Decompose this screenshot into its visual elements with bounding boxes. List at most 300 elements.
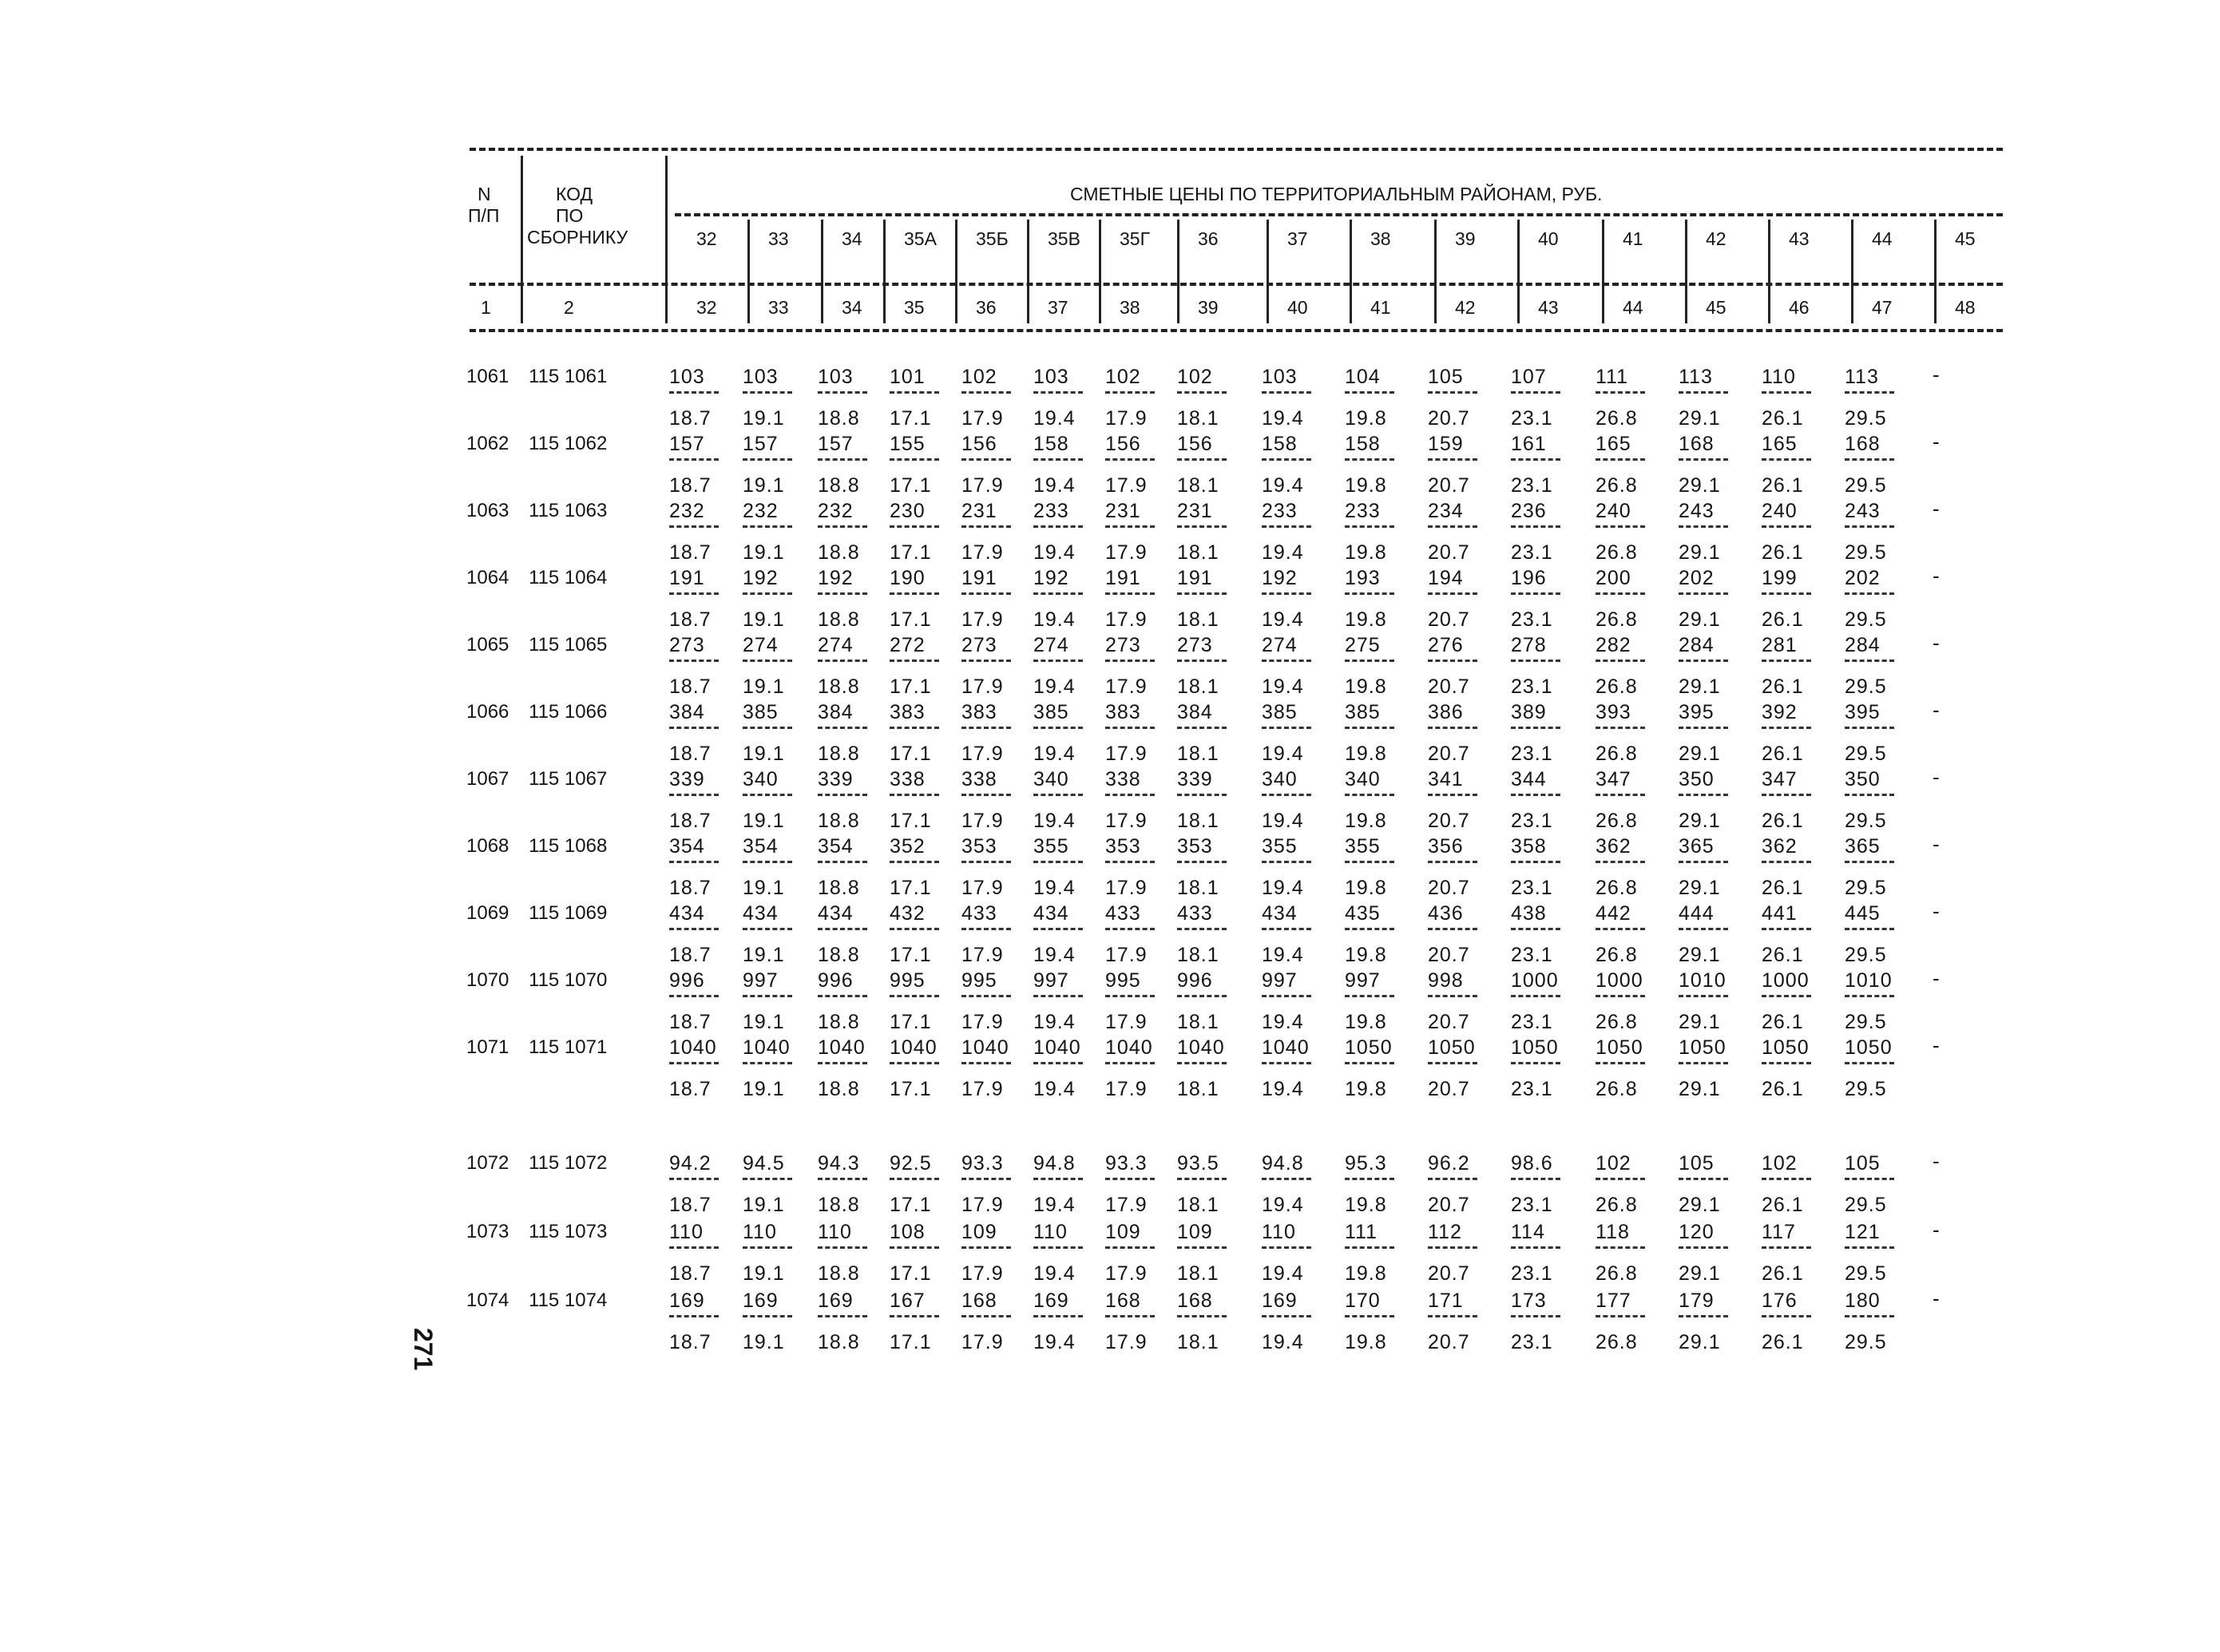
coefficient-value: 17.1 xyxy=(890,1078,932,1100)
price-value: 353 xyxy=(961,835,997,858)
price-value: 273 xyxy=(1105,634,1141,656)
price-value: 233 xyxy=(1345,500,1381,522)
column-number: 41 xyxy=(1370,297,1391,318)
fraction-line xyxy=(1345,1062,1394,1064)
fraction-line xyxy=(743,458,792,461)
price-value: 365 xyxy=(1845,835,1881,858)
price-value: 234 xyxy=(1428,500,1464,522)
fraction-line xyxy=(1345,727,1394,729)
row-number: 1072 xyxy=(466,1152,509,1174)
col-number-2: 2 xyxy=(564,297,574,318)
district-header-40: 40 xyxy=(1538,228,1559,249)
coefficient-value: 19.4 xyxy=(1262,675,1304,698)
district-divider xyxy=(1934,220,1937,323)
coefficient-value: 17.9 xyxy=(1105,1331,1148,1353)
coefficient-value: 18.1 xyxy=(1177,675,1219,698)
fraction-line xyxy=(1511,1062,1560,1064)
fraction-line xyxy=(1762,391,1811,394)
coefficient-value: 20.7 xyxy=(1428,1331,1470,1353)
price-value: 114 xyxy=(1511,1221,1545,1243)
fraction-line xyxy=(890,525,939,528)
coefficient-value: 23.1 xyxy=(1511,1262,1553,1285)
coefficient-value: 26.8 xyxy=(1596,1262,1638,1285)
fraction-line xyxy=(1762,1062,1811,1064)
fraction-line xyxy=(961,1178,1011,1180)
price-value: 93.3 xyxy=(961,1152,1004,1175)
row-code: 115 1065 xyxy=(529,634,608,656)
coefficient-value: 20.7 xyxy=(1428,1078,1470,1100)
fraction-line xyxy=(1177,1315,1227,1317)
fraction-line xyxy=(961,525,1011,528)
coefficient-value: 26.1 xyxy=(1762,810,1804,832)
fraction-line xyxy=(1845,1315,1894,1317)
coefficient-value: 18.1 xyxy=(1177,1331,1219,1353)
price-value: 1040 xyxy=(1033,1036,1081,1059)
price-value: 282 xyxy=(1596,634,1631,656)
coefficient-value: 17.1 xyxy=(890,944,932,966)
fraction-line xyxy=(1596,592,1645,595)
fraction-line xyxy=(890,1062,939,1064)
coefficient-value: 18.7 xyxy=(669,541,712,564)
coefficient-value: 17.1 xyxy=(890,1011,932,1033)
coefficient-value: 19.1 xyxy=(743,877,785,899)
fraction-line xyxy=(1511,794,1560,796)
fraction-line xyxy=(1262,660,1311,662)
column-number: 38 xyxy=(1120,297,1140,318)
fraction-line xyxy=(1845,794,1894,796)
fraction-line xyxy=(1033,458,1083,461)
price-value: 1040 xyxy=(1262,1036,1310,1059)
fraction-line xyxy=(961,995,1011,997)
row-code: 115 1063 xyxy=(529,500,608,521)
coefficient-value: 19.8 xyxy=(1345,407,1387,430)
coefficient-value: 23.1 xyxy=(1511,810,1553,832)
price-value: 96.2 xyxy=(1428,1152,1470,1175)
empty-dash: - xyxy=(1933,698,1940,722)
district-header-35В: 35В xyxy=(1048,228,1080,249)
coefficient-value: 18.7 xyxy=(669,1078,712,1100)
coefficient-value: 19.8 xyxy=(1345,541,1387,564)
fraction-line xyxy=(961,1315,1011,1317)
price-value: 339 xyxy=(1177,768,1213,790)
fraction-line xyxy=(818,995,867,997)
price-value: 995 xyxy=(1105,969,1141,992)
coefficient-value: 17.9 xyxy=(961,474,1004,497)
coefficient-value: 29.1 xyxy=(1679,810,1721,832)
coefficient-value: 23.1 xyxy=(1511,608,1553,631)
district-header-39: 39 xyxy=(1455,228,1476,249)
price-value: 169 xyxy=(669,1290,705,1312)
coefficient-value: 23.1 xyxy=(1511,541,1553,564)
coefficient-value: 19.8 xyxy=(1345,608,1387,631)
coefficient-value: 19.4 xyxy=(1262,1011,1304,1033)
fraction-line xyxy=(818,660,867,662)
price-value: 434 xyxy=(743,902,779,925)
fraction-line xyxy=(1845,727,1894,729)
row-code: 115 1062 xyxy=(529,433,608,454)
coefficient-value: 20.7 xyxy=(1428,474,1470,497)
coefficient-value: 26.8 xyxy=(1596,1331,1638,1353)
price-value: 103 xyxy=(818,366,854,388)
district-rule xyxy=(675,213,2003,216)
fraction-line xyxy=(1679,592,1728,595)
price-value: 168 xyxy=(1177,1290,1213,1312)
fraction-line xyxy=(1262,1178,1311,1180)
fraction-line xyxy=(1679,660,1728,662)
district-divider xyxy=(1434,220,1437,323)
price-value: 436 xyxy=(1428,902,1464,925)
coefficient-value: 19.4 xyxy=(1262,944,1304,966)
coefficient-value: 17.9 xyxy=(1105,541,1148,564)
price-value: 103 xyxy=(1033,366,1069,388)
fraction-line xyxy=(1345,1178,1394,1180)
fraction-line xyxy=(890,727,939,729)
coefficient-value: 19.1 xyxy=(743,541,785,564)
fraction-line xyxy=(669,592,719,595)
coefficient-value: 23.1 xyxy=(1511,877,1553,899)
fraction-line xyxy=(743,1246,792,1249)
coefficient-value: 17.9 xyxy=(961,541,1004,564)
fraction-line xyxy=(743,592,792,595)
fraction-line xyxy=(669,995,719,997)
price-value: 232 xyxy=(669,500,705,522)
price-value: 347 xyxy=(1762,768,1798,790)
price-value: 109 xyxy=(961,1221,997,1243)
district-header-45: 45 xyxy=(1955,228,1976,249)
fraction-line xyxy=(890,1246,939,1249)
district-header-38: 38 xyxy=(1370,228,1391,249)
row-code: 115 1073 xyxy=(529,1221,608,1242)
price-value: 354 xyxy=(669,835,705,858)
fraction-line xyxy=(890,995,939,997)
fraction-line xyxy=(1033,1062,1083,1064)
price-value: 156 xyxy=(1177,433,1213,455)
district-header-36: 36 xyxy=(1198,228,1219,249)
coefficient-value: 29.5 xyxy=(1845,944,1887,966)
coefficient-value: 29.1 xyxy=(1679,877,1721,899)
coefficient-value: 19.4 xyxy=(1262,1078,1304,1100)
coefficient-value: 19.8 xyxy=(1345,877,1387,899)
fraction-line xyxy=(669,928,719,930)
fraction-line xyxy=(1762,458,1811,461)
fraction-line xyxy=(961,1062,1011,1064)
fraction-line xyxy=(1679,1062,1728,1064)
fraction-line xyxy=(1262,928,1311,930)
coefficient-value: 18.1 xyxy=(1177,608,1219,631)
coefficient-value: 20.7 xyxy=(1428,944,1470,966)
coefficient-value: 19.8 xyxy=(1345,944,1387,966)
coefficient-value: 18.7 xyxy=(669,1011,712,1033)
fraction-line xyxy=(818,727,867,729)
district-header-34: 34 xyxy=(842,228,862,249)
empty-dash: - xyxy=(1933,765,1940,789)
price-value: 118 xyxy=(1596,1221,1630,1243)
price-value: 284 xyxy=(1679,634,1715,656)
price-value: 384 xyxy=(818,701,854,723)
fraction-line xyxy=(743,660,792,662)
fraction-line xyxy=(1845,1062,1894,1064)
fraction-line xyxy=(1033,928,1083,930)
column-number: 34 xyxy=(842,297,862,318)
price-value: 156 xyxy=(1105,433,1141,455)
district-divider xyxy=(747,220,750,323)
fraction-line xyxy=(1762,1315,1811,1317)
coefficient-value: 19.1 xyxy=(743,1331,785,1353)
fraction-line xyxy=(669,391,719,394)
district-divider xyxy=(1851,220,1853,323)
coefficient-value: 17.1 xyxy=(890,743,932,765)
fraction-line xyxy=(1105,660,1155,662)
coefficient-value: 29.5 xyxy=(1845,743,1887,765)
coefficient-value: 19.8 xyxy=(1345,1194,1387,1216)
coefficient-value: 19.1 xyxy=(743,407,785,430)
coefficient-value: 20.7 xyxy=(1428,1262,1470,1285)
coefficient-value: 19.4 xyxy=(1033,407,1076,430)
coefficient-value: 17.9 xyxy=(1105,1078,1148,1100)
fraction-line xyxy=(1845,928,1894,930)
coefficient-value: 26.1 xyxy=(1762,608,1804,631)
fraction-line xyxy=(961,861,1011,863)
district-header-41: 41 xyxy=(1623,228,1643,249)
price-value: 233 xyxy=(1262,500,1298,522)
fraction-line xyxy=(1511,1178,1560,1180)
empty-dash: - xyxy=(1933,1218,1940,1242)
fraction-line xyxy=(1033,525,1083,528)
fraction-line xyxy=(890,928,939,930)
price-value: 442 xyxy=(1596,902,1631,925)
coefficient-value: 19.1 xyxy=(743,1194,785,1216)
price-value: 355 xyxy=(1262,835,1298,858)
coefficient-value: 26.1 xyxy=(1762,877,1804,899)
fraction-line xyxy=(1428,1062,1477,1064)
price-value: 383 xyxy=(890,701,926,723)
fraction-line xyxy=(1033,861,1083,863)
price-value: 240 xyxy=(1596,500,1631,522)
fraction-line xyxy=(818,458,867,461)
price-value: 202 xyxy=(1845,567,1881,589)
column-number: 43 xyxy=(1538,297,1559,318)
fraction-line xyxy=(1105,1246,1155,1249)
fraction-line xyxy=(1177,995,1227,997)
fraction-line xyxy=(1345,458,1394,461)
fraction-line xyxy=(743,861,792,863)
price-value: 176 xyxy=(1762,1290,1798,1312)
fraction-line xyxy=(890,391,939,394)
district-divider xyxy=(1602,220,1604,323)
coefficient-value: 19.1 xyxy=(743,675,785,698)
fraction-line xyxy=(818,592,867,595)
coefficient-value: 19.1 xyxy=(743,1262,785,1285)
price-value: 383 xyxy=(961,701,997,723)
coefficient-value: 23.1 xyxy=(1511,407,1553,430)
coefficient-value: 19.4 xyxy=(1033,1194,1076,1216)
price-value: 191 xyxy=(1177,567,1213,589)
fraction-line xyxy=(890,1178,939,1180)
coefficient-value: 29.5 xyxy=(1845,407,1887,430)
price-value: 393 xyxy=(1596,701,1631,723)
price-value: 202 xyxy=(1679,567,1715,589)
fraction-line xyxy=(743,995,792,997)
fraction-line xyxy=(1177,727,1227,729)
fraction-line xyxy=(1105,592,1155,595)
fraction-line xyxy=(1596,1062,1645,1064)
district-divider xyxy=(1267,220,1269,323)
price-value: 1050 xyxy=(1428,1036,1476,1059)
price-value: 356 xyxy=(1428,835,1464,858)
district-divider xyxy=(1027,220,1029,323)
coefficient-value: 17.9 xyxy=(961,675,1004,698)
column-number: 40 xyxy=(1287,297,1308,318)
col-number-1: 1 xyxy=(481,297,491,318)
price-value: 102 xyxy=(961,366,997,388)
district-divider xyxy=(955,220,957,323)
row-number: 1074 xyxy=(466,1290,509,1311)
coefficient-value: 26.1 xyxy=(1762,1194,1804,1216)
coefficient-value: 18.8 xyxy=(818,810,860,832)
price-value: 284 xyxy=(1845,634,1881,656)
coefficient-value: 17.1 xyxy=(890,877,932,899)
coefficient-value: 29.5 xyxy=(1845,877,1887,899)
colnum-rule xyxy=(470,283,2003,286)
district-header-42: 42 xyxy=(1706,228,1726,249)
price-value: 169 xyxy=(1033,1290,1069,1312)
coefficient-value: 29.1 xyxy=(1679,474,1721,497)
fraction-line xyxy=(1845,660,1894,662)
price-value: 92.5 xyxy=(890,1152,932,1175)
price-value: 1040 xyxy=(669,1036,717,1059)
coefficient-value: 23.1 xyxy=(1511,1194,1553,1216)
coefficient-value: 26.8 xyxy=(1596,743,1638,765)
price-value: 433 xyxy=(1177,902,1213,925)
fraction-line xyxy=(890,592,939,595)
price-value: 340 xyxy=(743,768,779,790)
row-code: 115 1066 xyxy=(529,701,608,723)
price-value: 110 xyxy=(669,1221,704,1243)
coefficient-value: 17.1 xyxy=(890,541,932,564)
price-value: 1010 xyxy=(1845,969,1893,992)
price-value: 173 xyxy=(1511,1290,1547,1312)
fraction-line xyxy=(1511,1315,1560,1317)
fraction-line xyxy=(818,1246,867,1249)
fraction-line xyxy=(1345,391,1394,394)
price-value: 102 xyxy=(1177,366,1213,388)
fraction-line xyxy=(1428,1246,1477,1249)
coefficient-value: 26.1 xyxy=(1762,407,1804,430)
district-divider xyxy=(883,220,886,323)
price-value: 109 xyxy=(1105,1221,1141,1243)
price-value: 113 xyxy=(1679,366,1713,388)
price-value: 167 xyxy=(890,1290,926,1312)
fraction-line xyxy=(669,1246,719,1249)
fraction-line xyxy=(1845,861,1894,863)
price-value: 392 xyxy=(1762,701,1798,723)
coefficient-value: 18.7 xyxy=(669,810,712,832)
coefficient-value: 26.8 xyxy=(1596,675,1638,698)
price-value: 94.3 xyxy=(818,1152,860,1175)
coefficient-value: 20.7 xyxy=(1428,541,1470,564)
price-value: 344 xyxy=(1511,768,1547,790)
fraction-line xyxy=(1177,794,1227,796)
fraction-line xyxy=(890,660,939,662)
price-value: 157 xyxy=(743,433,779,455)
price-value: 102 xyxy=(1105,366,1141,388)
header-title: СМЕТНЫЕ ЦЕНЫ ПО ТЕРРИТОРИАЛЬНЫМ РАЙОНАМ, РУБ. xyxy=(1070,184,1603,204)
coefficient-value: 29.5 xyxy=(1845,474,1887,497)
district-divider xyxy=(1099,220,1101,323)
price-value: 111 xyxy=(1345,1221,1378,1243)
price-value: 274 xyxy=(1262,634,1298,656)
fraction-line xyxy=(1033,727,1083,729)
row-number: 1071 xyxy=(466,1036,509,1058)
coefficient-value: 17.9 xyxy=(1105,407,1148,430)
coefficient-value: 18.8 xyxy=(818,1011,860,1033)
price-value: 102 xyxy=(1762,1152,1798,1175)
fraction-line xyxy=(1262,592,1311,595)
coefficient-value: 29.1 xyxy=(1679,1331,1721,1353)
coefficient-value: 29.5 xyxy=(1845,675,1887,698)
coefficient-value: 19.4 xyxy=(1262,1331,1304,1353)
row-code: 115 1069 xyxy=(529,902,608,924)
price-value: 385 xyxy=(1262,701,1298,723)
price-value: 281 xyxy=(1762,634,1798,656)
coefficient-value: 17.1 xyxy=(890,1262,932,1285)
coefficient-value: 26.1 xyxy=(1762,944,1804,966)
price-value: 168 xyxy=(961,1290,997,1312)
row-code: 115 1074 xyxy=(529,1290,608,1311)
fraction-line xyxy=(669,525,719,528)
coefficient-value: 26.8 xyxy=(1596,1078,1638,1100)
price-value: 233 xyxy=(1033,500,1069,522)
fraction-line xyxy=(1428,1315,1477,1317)
price-value: 101 xyxy=(890,366,926,388)
fraction-line xyxy=(1105,525,1155,528)
price-value: 433 xyxy=(961,902,997,925)
column-number: 47 xyxy=(1872,297,1893,318)
top-rule xyxy=(470,148,2003,151)
coefficient-value: 19.8 xyxy=(1345,810,1387,832)
price-value: 169 xyxy=(743,1290,779,1312)
coefficient-value: 19.1 xyxy=(743,743,785,765)
price-value: 278 xyxy=(1511,634,1547,656)
column-number: 37 xyxy=(1048,297,1068,318)
district-divider xyxy=(1517,220,1520,323)
empty-dash: - xyxy=(1933,1286,1940,1310)
fraction-line xyxy=(743,727,792,729)
price-value: 231 xyxy=(961,500,997,522)
fraction-line xyxy=(1511,1246,1560,1249)
coefficient-value: 23.1 xyxy=(1511,1078,1553,1100)
district-divider xyxy=(1177,220,1179,323)
price-value: 997 xyxy=(1033,969,1069,992)
coefficient-value: 26.8 xyxy=(1596,608,1638,631)
fraction-line xyxy=(818,794,867,796)
header-n: N xyxy=(478,184,491,204)
price-value: 109 xyxy=(1177,1221,1213,1243)
price-value: 998 xyxy=(1428,969,1464,992)
price-value: 273 xyxy=(669,634,705,656)
fraction-line xyxy=(1033,660,1083,662)
coefficient-value: 19.8 xyxy=(1345,474,1387,497)
coefficient-value: 29.5 xyxy=(1845,1078,1887,1100)
coefficient-value: 17.9 xyxy=(1105,877,1148,899)
price-value: 1050 xyxy=(1845,1036,1893,1059)
column-number: 45 xyxy=(1706,297,1726,318)
fraction-line xyxy=(1262,525,1311,528)
coefficient-value: 29.5 xyxy=(1845,608,1887,631)
fraction-line xyxy=(890,458,939,461)
fraction-line xyxy=(1511,458,1560,461)
coefficient-value: 18.1 xyxy=(1177,541,1219,564)
